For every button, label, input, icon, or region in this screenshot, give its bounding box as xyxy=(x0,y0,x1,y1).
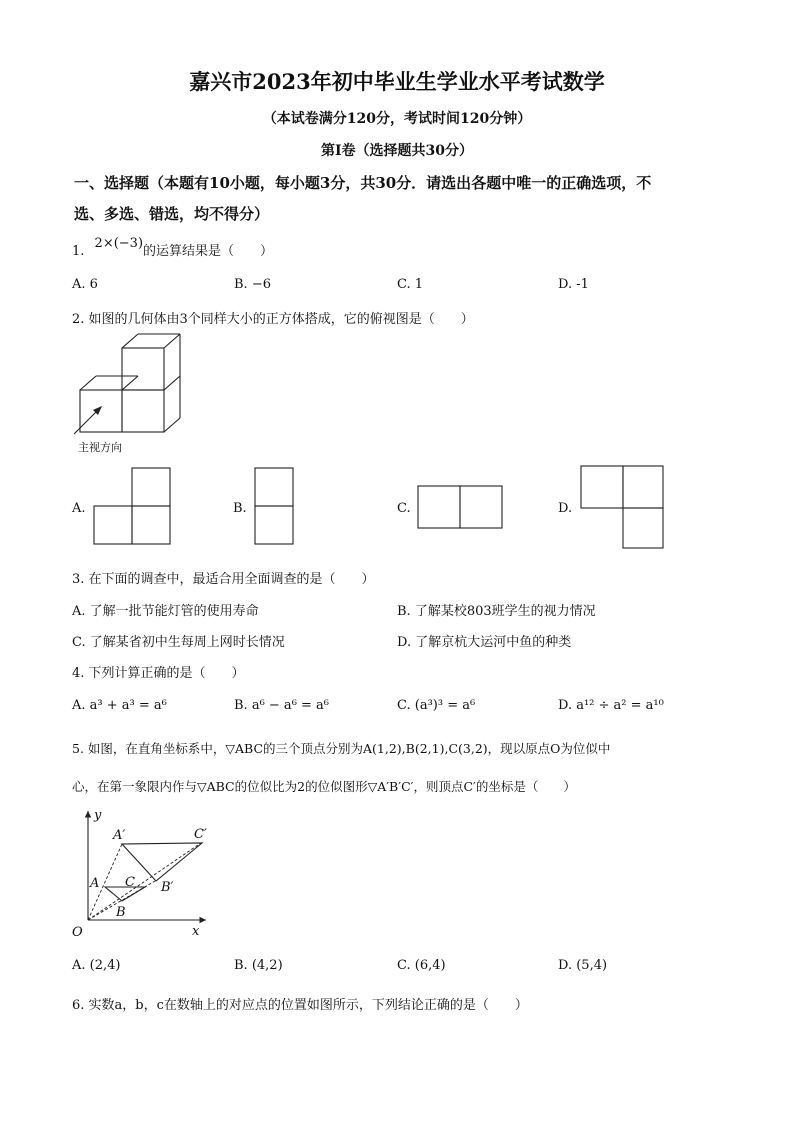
section-instruction-line1: 一、选择题（本题有10小题，每小题3分，共30分．请选出各题中唯一的正确选项，不 xyxy=(74,174,652,192)
point-b-prime-label: B′ xyxy=(161,880,174,895)
volume-heading: 第Ⅰ卷（选择题共30分） xyxy=(320,143,474,159)
q3-option-d: D. 了解京杭大运河中鱼的种类 xyxy=(397,635,572,650)
q2-option-a-figure xyxy=(92,466,174,548)
q5-option-b: B. (4,2) xyxy=(234,958,283,973)
q2-option-d-label: D. xyxy=(558,501,573,516)
similar-triangles-figure xyxy=(68,803,218,943)
cube-stack-figure xyxy=(66,330,196,460)
exam-title: 嘉兴市2023年初中毕业生学业水平考试数学 xyxy=(189,69,605,94)
q5-option-a: A. (2,4) xyxy=(72,958,121,973)
point-c-prime-label: C′ xyxy=(194,827,207,842)
q2-option-a-label: A. xyxy=(72,501,86,516)
y-axis-label: y xyxy=(94,808,102,823)
question-6: 6. 实数a，b，c在数轴上的对应点的位置如图所示，下列结论正确的是（ ） xyxy=(72,998,528,1013)
origin-label: O xyxy=(72,925,83,940)
q4-option-a: A. a³ + a³ = a⁶ xyxy=(72,698,167,713)
q4-option-d: D. a¹² ÷ a² = a¹⁰ xyxy=(558,698,664,713)
q4-option-c: C. (a³)³ = a⁶ xyxy=(397,698,476,713)
question-1-number: 1. xyxy=(72,244,85,259)
question-1-text: 的运算结果是（ ） xyxy=(143,244,274,259)
q3-option-c: C. 了解某省初中生每周上网时长情况 xyxy=(72,635,285,650)
view-direction-label: 主视方向 xyxy=(78,441,122,454)
point-c-label: C xyxy=(125,875,135,890)
question-1 xyxy=(72,236,274,259)
question-1-expression: 2×(−3) xyxy=(94,236,144,251)
question-3: 3. 在下面的调查中，最适合用全面调查的是（ ） xyxy=(72,572,375,587)
point-a-prime-label: A′ xyxy=(113,828,126,843)
q1-option-b: B. −6 xyxy=(234,277,271,292)
point-b-label: B xyxy=(116,905,126,920)
point-a-label: A xyxy=(90,876,100,891)
q1-option-d: D. -1 xyxy=(558,277,589,292)
q2-option-c-figure xyxy=(416,484,506,530)
q2-option-d-figure xyxy=(579,464,667,552)
q2-option-b-figure xyxy=(253,466,295,548)
q1-option-a: A. 6 xyxy=(72,277,98,292)
section-instruction-line2: 选、多选、错选，均不得分） xyxy=(74,205,270,223)
q3-option-a: A. 了解一批节能灯管的使用寿命 xyxy=(72,604,259,619)
exam-subtitle: （本试卷满分120分，考试时间120分钟） xyxy=(262,111,532,127)
q3-option-b: B. 了解某校803班学生的视力情况 xyxy=(397,604,596,619)
question-2: 2. 如图的几何体由3个同样大小的正方体搭成，它的俯视图是（ ） xyxy=(72,312,474,327)
q5-option-c: C. (6,4) xyxy=(397,958,446,973)
q4-option-b: B. a⁶ − a⁶ = a⁶ xyxy=(234,698,330,713)
q2-option-c-label: C. xyxy=(397,501,411,516)
q2-option-b-label: B. xyxy=(233,501,247,516)
question-5-line1: 5. 如图，在直角坐标系中，▽ABC的三个顶点分别为A(1,2),B(2,1),C(3,2)，现以原点O为位似中 xyxy=(72,741,611,756)
question-4: 4. 下列计算正确的是（ ） xyxy=(72,666,245,681)
question-5-line2: 心，在第一象限内作与▽ABC的位似比为2的位似图形▽A′B′C′，则顶点C′的坐标是（ ） xyxy=(72,779,576,794)
q5-option-d: D. (5,4) xyxy=(558,958,608,973)
x-axis-label: x xyxy=(192,924,200,939)
q1-option-c: C. 1 xyxy=(397,277,424,292)
